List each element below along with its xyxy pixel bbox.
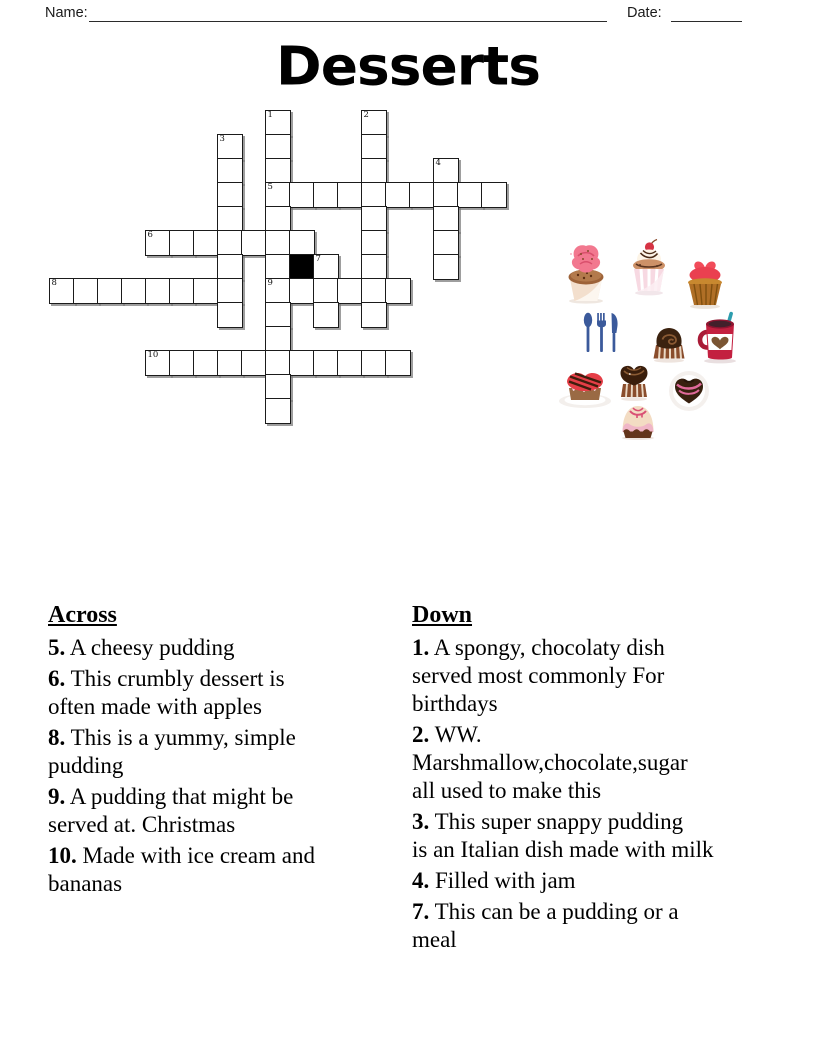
grid-cell[interactable]	[97, 278, 123, 304]
grid-cell[interactable]	[241, 350, 267, 376]
grid-cell[interactable]	[265, 350, 291, 376]
clue-number-label: 9.	[48, 784, 66, 809]
clue-across-10: 10. Made with ice cream and bananas	[48, 843, 315, 896]
name-label: Name:	[45, 5, 88, 21]
grid-cell[interactable]	[433, 206, 459, 232]
grid-cell[interactable]	[289, 350, 315, 376]
grid-cell[interactable]	[433, 182, 459, 208]
grid-cell[interactable]	[217, 134, 243, 160]
grid-cell[interactable]	[193, 230, 219, 256]
clue-across-8: 8. This is a yummy, simple pudding	[48, 725, 296, 778]
grid-cell[interactable]	[361, 350, 387, 376]
clue-down-3: 3. This super snappy pudding is an Italian dish made with milk	[412, 809, 714, 862]
grid-cell[interactable]	[265, 254, 291, 280]
grid-cell[interactable]	[409, 182, 435, 208]
grid-cell[interactable]	[337, 278, 363, 304]
grid-cell[interactable]	[481, 182, 507, 208]
grid-cell[interactable]	[361, 302, 387, 328]
clue-number-10: 10	[147, 350, 159, 360]
grid-cell[interactable]	[265, 302, 291, 328]
grid-cell[interactable]	[145, 350, 171, 376]
glazed-dome-pudding-icon	[617, 402, 659, 440]
page-title: Desserts	[276, 34, 540, 98]
cupcake-red-heart-icon	[683, 253, 727, 309]
grid-cell[interactable]	[289, 278, 315, 304]
across-clue-list	[48, 634, 408, 898]
cupcake-pink-frosting-icon	[561, 242, 611, 304]
grid-cell[interactable]	[313, 350, 339, 376]
grid-cell[interactable]	[313, 254, 339, 280]
grid-cell[interactable]	[121, 278, 147, 304]
clue-down-7: 7. This can be a pudding or a meal	[412, 899, 679, 952]
grid-cell[interactable]	[385, 182, 411, 208]
grid-cell[interactable]	[217, 158, 243, 184]
clue-number-2: 2	[363, 110, 369, 120]
grid-cell[interactable]	[241, 230, 267, 256]
mug-with-heart-and-spoon-icon	[694, 310, 742, 364]
clue-number-3: 3	[219, 134, 225, 144]
grid-cell[interactable]	[265, 158, 291, 184]
clue-number-label: 2.	[412, 722, 430, 747]
grid-cell[interactable]	[337, 350, 363, 376]
grid-cell[interactable]	[193, 278, 219, 304]
clue-number-label: 8.	[48, 725, 66, 750]
clue-number-label: 10.	[48, 843, 77, 868]
grid-cell[interactable]	[265, 326, 291, 352]
grid-cell[interactable]	[385, 350, 411, 376]
down-clue-list	[412, 634, 792, 954]
grid-cell[interactable]	[289, 230, 315, 256]
date-input-line[interactable]	[671, 5, 742, 22]
down-heading: Down	[412, 602, 473, 628]
grid-cell[interactable]	[433, 158, 459, 184]
clue-number-5: 5	[267, 182, 273, 192]
clue-number-label: 4.	[412, 868, 430, 893]
clue-down-2: 2. WW. Marshmallow,chocolate,sugar all used to make this	[412, 722, 688, 803]
grid-cell[interactable]	[217, 182, 243, 208]
grid-cell[interactable]	[265, 374, 291, 400]
grid-cell[interactable]	[145, 278, 171, 304]
grid-cell[interactable]	[217, 230, 243, 256]
grid-cell[interactable]	[217, 350, 243, 376]
across-heading: Across	[48, 602, 117, 628]
clue-number-1: 1	[267, 110, 273, 120]
chocolate-pudding-icon	[649, 325, 689, 363]
grid-cell[interactable]	[265, 134, 291, 160]
clue-number-label: 7.	[412, 899, 430, 924]
clue-number-label: 5.	[48, 635, 66, 660]
heart-cookie-on-plate-icon	[667, 370, 711, 412]
clue-number-6: 6	[147, 230, 153, 240]
clue-number-label: 3.	[412, 809, 430, 834]
grid-cell[interactable]	[457, 182, 483, 208]
clue-number-label: 1.	[412, 635, 430, 660]
grid-cell[interactable]	[265, 182, 291, 208]
crossword-grid	[49, 110, 507, 424]
grid-cell[interactable]	[289, 182, 315, 208]
grid-cell[interactable]	[361, 254, 387, 280]
grid-cell[interactable]	[49, 278, 75, 304]
grid-cell[interactable]	[265, 110, 291, 136]
grid-cell[interactable]	[361, 182, 387, 208]
clue-across-5: 5. A cheesy pudding	[48, 635, 235, 660]
grid-cell[interactable]	[265, 398, 291, 424]
grid-cell[interactable]	[265, 206, 291, 232]
grid-cell[interactable]	[361, 134, 387, 160]
clue-down-4: 4. Filled with jam	[412, 868, 576, 893]
grid-cell[interactable]	[361, 278, 387, 304]
grid-cell[interactable]	[361, 206, 387, 232]
clue-across-6: 6. This crumbly dessert is often made with apples	[48, 666, 285, 719]
clue-number-4: 4	[435, 158, 441, 168]
grid-cell[interactable]	[313, 302, 339, 328]
grid-cell[interactable]	[313, 278, 339, 304]
grid-cell[interactable]	[217, 254, 243, 280]
grid-cell[interactable]	[265, 278, 291, 304]
grid-cell[interactable]	[169, 278, 195, 304]
grid-cell[interactable]	[169, 230, 195, 256]
chocolate-heart-pudding-icon	[615, 362, 653, 402]
heart-cake-on-plate-icon	[557, 367, 613, 409]
grid-cell[interactable]	[217, 302, 243, 328]
grid-cell[interactable]	[313, 182, 339, 208]
grid-cell[interactable]	[193, 350, 219, 376]
grid-cell[interactable]	[361, 110, 387, 136]
date-label: Date:	[627, 5, 662, 21]
cupcake-whipped-cream-cherry-icon	[626, 238, 672, 298]
grid-cell-black	[289, 254, 315, 280]
grid-cell[interactable]	[217, 206, 243, 232]
grid-cell[interactable]	[433, 230, 459, 256]
grid-cell[interactable]	[73, 278, 99, 304]
grid-cell[interactable]	[217, 278, 243, 304]
grid-cell[interactable]	[265, 230, 291, 256]
down-clues-section	[412, 601, 792, 957]
grid-cell[interactable]	[169, 350, 195, 376]
grid-cell[interactable]	[361, 230, 387, 256]
clue-across-9: 9. A pudding that might be served at. Christmas	[48, 784, 294, 837]
across-clues-section	[48, 601, 408, 901]
clue-number-8: 8	[51, 278, 57, 288]
clue-number-7: 7	[315, 254, 321, 264]
grid-cell[interactable]	[337, 182, 363, 208]
clue-number-label: 6.	[48, 666, 66, 691]
clue-down-1: 1. A spongy, chocolaty dish served most commonly For birthdays	[412, 635, 665, 716]
grid-cell[interactable]	[361, 158, 387, 184]
grid-cell[interactable]	[433, 254, 459, 280]
clue-number-9: 9	[267, 278, 273, 288]
name-input-line[interactable]	[89, 5, 607, 22]
grid-cell[interactable]	[385, 278, 411, 304]
grid-cell[interactable]	[145, 230, 171, 256]
cutlery-spoon-fork-knife-icon	[582, 311, 618, 353]
